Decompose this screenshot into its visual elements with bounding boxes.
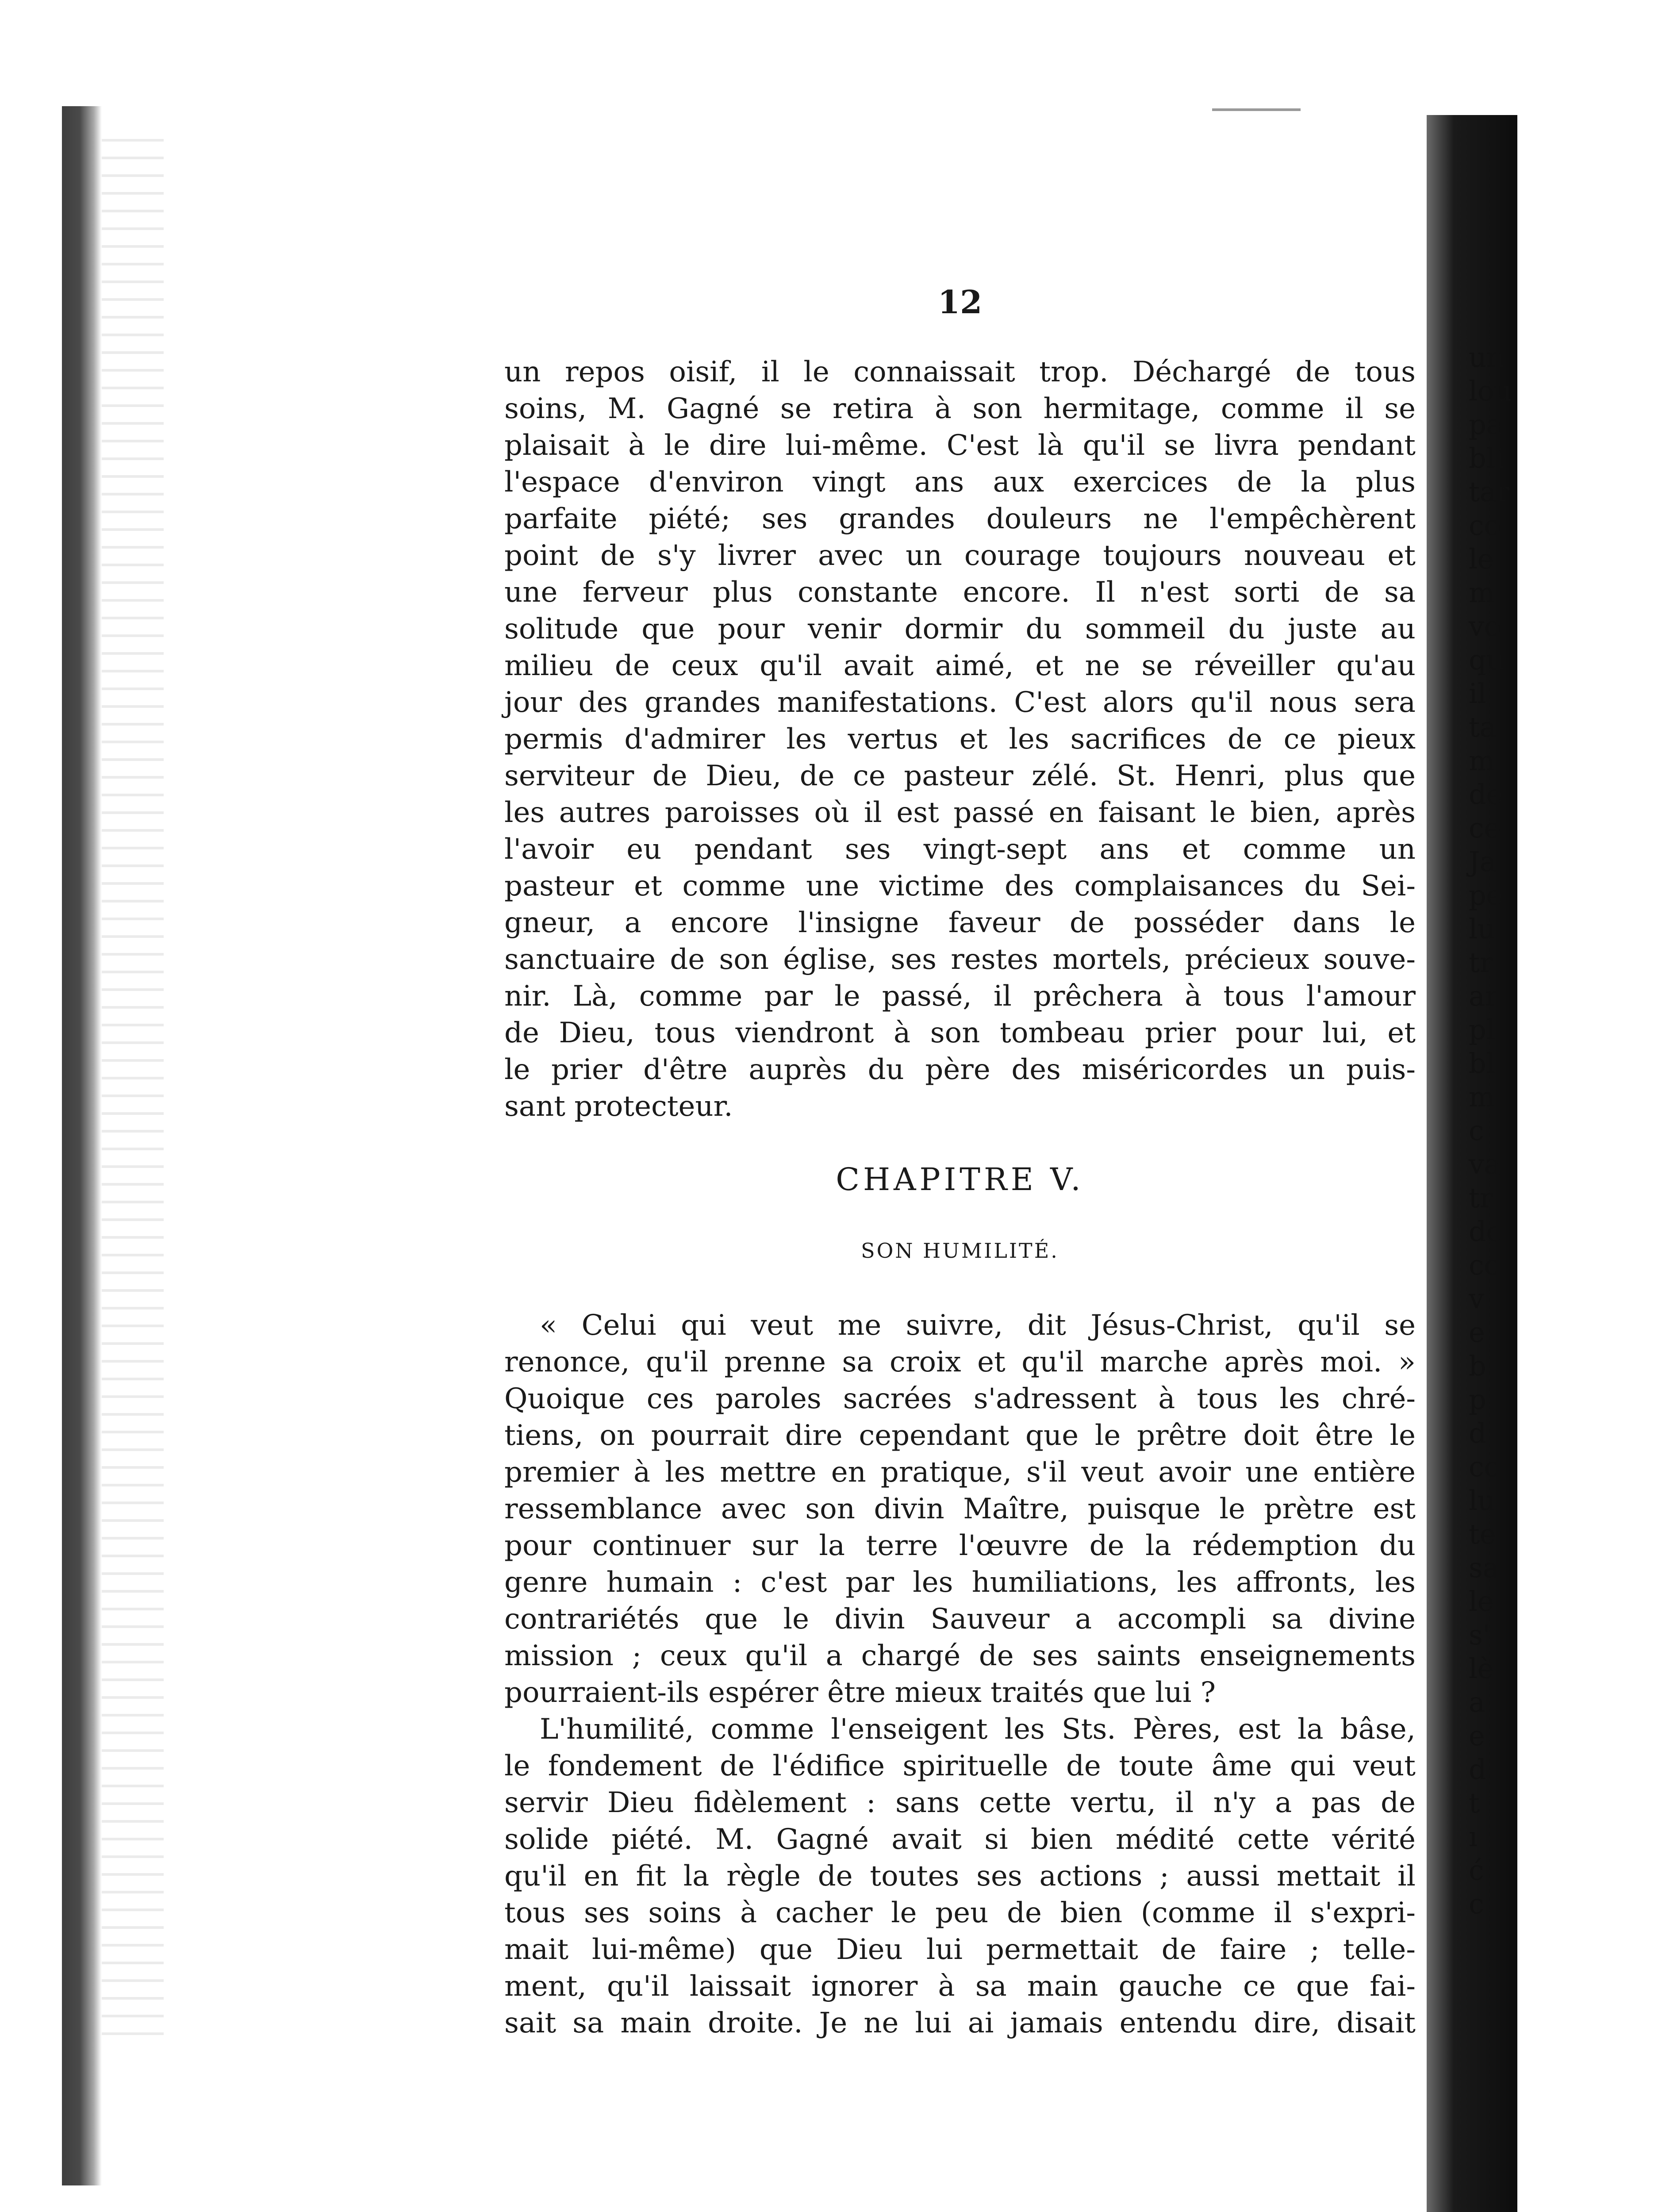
margin-fragment: Ja — [1469, 845, 1496, 878]
text-line: nir. Là, comme par le passé, il prêchera à tous l'amour — [504, 980, 1416, 1013]
margin-fragment: cc — [1469, 1249, 1500, 1281]
margin-fragment: c — [1469, 1114, 1484, 1147]
margin-fragment: ta — [1469, 711, 1496, 743]
text-line: sant protecteur. — [504, 1090, 733, 1123]
margin-fragment: lu — [1469, 913, 1495, 945]
text-line: l'espace d'environ vingt ans aux exercices de la plus — [504, 466, 1416, 499]
text-line: L'humilité, comme l'enseigent les Sts. Pères, est la bâse, — [540, 1713, 1416, 1746]
margin-fragment: pa — [1469, 408, 1503, 441]
margin-fragment: ı — [1469, 1820, 1478, 1853]
scan-top-mark — [1212, 108, 1301, 111]
text-line: sanctuaire de son église, ses restes mortels, précieux souve- — [504, 943, 1416, 976]
margin-fragment: e — [1469, 1720, 1485, 1752]
text-line: l'avoir eu pendant ses vingt-sept ans et comme un — [504, 833, 1416, 866]
margin-fragment: te — [1469, 1518, 1496, 1550]
margin-fragment: le — [1469, 1585, 1494, 1617]
margin-fragment: tr — [1469, 946, 1493, 979]
text-line: mait lui-même) que Dieu lui permettait de faire ; telle- — [504, 1933, 1416, 1966]
text-line: le fondement de l'édifice spirituelle de toute âme qui veut — [504, 1750, 1416, 1782]
text-line: de Dieu, tous viendront à son tombeau prier pour lui, et — [504, 1017, 1416, 1049]
text-line: « Celui qui veut me suivre, dit Jésus-Christ, qu'il se — [540, 1309, 1416, 1342]
margin-fragment: lou — [1469, 375, 1512, 407]
margin-fragment: bl — [1469, 1047, 1495, 1079]
facing-page-fragments — [1469, 341, 1522, 1921]
margin-fragment: le — [1469, 543, 1494, 575]
margin-fragment: m — [1469, 745, 1495, 777]
scan-left-edge-shadow — [62, 106, 102, 2185]
margin-fragment: va — [1469, 1148, 1501, 1180]
scan-left-speckle — [102, 133, 164, 2035]
margin-fragment: de — [1469, 778, 1503, 810]
text-line: plaisait à le dire lui-même. C'est là qu'il se livra pendant — [504, 429, 1416, 462]
margin-fragment: d — [1469, 1417, 1486, 1449]
margin-fragment: un — [1469, 341, 1504, 373]
text-line: mission ; ceux qu'il a chargé de ses saints enseignements — [504, 1640, 1416, 1672]
text-line: tous ses soins à cacher le peu de bien (comme il s'expri- — [504, 1897, 1416, 1929]
margin-fragment: ć — [1469, 1854, 1484, 1886]
text-line: tiens, on pourrait dire cependant que le prêtre doit être le — [504, 1419, 1416, 1452]
text-line: ressemblance avec son divin Maître, puisque le prètre est — [504, 1493, 1416, 1525]
margin-fragment: ar — [1469, 980, 1498, 1012]
margin-fragment: qu — [1469, 644, 1504, 676]
margin-fragment: bli — [1469, 442, 1504, 474]
margin-fragment: sa — [1469, 1551, 1499, 1584]
text-line: un repos oisif, il le connaissait trop. Déchargé de tous — [504, 356, 1416, 388]
margin-fragment: pe — [1469, 879, 1503, 911]
text-line: contrariétés que le divin Sauveur a accompli sa divine — [504, 1603, 1416, 1636]
margin-fragment: d — [1469, 1753, 1486, 1786]
margin-fragment: t — [1469, 1787, 1480, 1819]
text-line: serviteur de Dieu, de ce pasteur zélé. St. Henri, plus que — [504, 760, 1416, 792]
text-line: solitude que pour venir dormir du sommeil du juste au — [504, 613, 1416, 645]
text-line: renonce, qu'il prenne sa croix et qu'il marche après moi. » — [504, 1346, 1416, 1379]
margin-fragment: c — [1469, 1888, 1484, 1920]
margin-fragment: vo — [1469, 610, 1501, 642]
text-line: Quoique ces paroles sacrées s'adressent à tous les chré- — [504, 1382, 1416, 1415]
margin-fragment: dc — [1469, 1215, 1502, 1248]
text-line: pasteur et comme une victime des complaisances du Sei- — [504, 870, 1416, 902]
text-line: servir Dieu fidèlement : sans cette vertu, il n'y a pas de — [504, 1786, 1416, 1819]
margin-fragment: lè — [1469, 1652, 1494, 1685]
text-line: le prier d'être auprès du père des miséricordes un puis- — [504, 1053, 1416, 1086]
margin-fragment: m — [1469, 1081, 1495, 1113]
chapter-title: CHAPITRE V. — [836, 1161, 1084, 1198]
text-line: ment, qu'il laissait ignorer à sa main gauche ce que fai- — [504, 1970, 1416, 2003]
page-number: 12 — [938, 283, 983, 321]
margin-fragment: e — [1469, 1316, 1485, 1348]
text-line: sait sa main droite. Je ne lui ai jamais entendu dire, disait — [504, 2007, 1416, 2039]
margin-fragment: s' — [1469, 1619, 1490, 1651]
text-line: les autres paroisses où il est passé en faisant le bien, après — [504, 796, 1416, 829]
text-line: milieu de ceux qu'il avait aimé, et ne se réveiller qu'au — [504, 649, 1416, 682]
text-line: gneur, a encore l'insigne faveur de posséder dans le — [504, 906, 1416, 939]
margin-fragment: cc — [1469, 1451, 1500, 1483]
margin-fragment: p — [1469, 1383, 1486, 1416]
text-line: solide piété. M. Gagné avait si bien médité cette vérité — [504, 1823, 1416, 1856]
margin-fragment: il — [1469, 677, 1486, 710]
margin-fragment: v — [1469, 1283, 1485, 1315]
text-line: une ferveur plus constante encore. Il n'est sorti de sa — [504, 576, 1416, 609]
margin-fragment: co — [1469, 509, 1501, 541]
text-line: jour des grandes manifestations. C'est alors qu'il nous sera — [504, 686, 1416, 719]
text-line: permis d'admirer les vertus et les sacrifices de ce pieux — [504, 723, 1416, 756]
margin-fragment: ce — [1469, 812, 1501, 844]
text-line: parfaite piété; ses grandes douleurs ne l'empêchèrent — [504, 503, 1416, 535]
margin-fragment: tr — [1469, 1182, 1493, 1214]
margin-fragment: tar — [1469, 476, 1509, 508]
chapter-subtitle: SON HUMILITÉ. — [861, 1239, 1059, 1263]
margin-fragment: lu — [1469, 1484, 1495, 1517]
margin-fragment: m — [1469, 576, 1495, 609]
text-line: premier à les mettre en pratique, s'il veut avoir une entière — [504, 1456, 1416, 1489]
text-line: point de s'y livrer avec un courage toujours nouveau et — [504, 539, 1416, 572]
margin-fragment: a — [1469, 1686, 1485, 1718]
body-paragraph-2 — [504, 1307, 1416, 2042]
margin-fragment: pl — [1469, 1014, 1495, 1046]
text-line: soins, M. Gagné se retira à son hermitage, comme il se — [504, 392, 1416, 425]
text-line: genre humain : c'est par les humiliations, les affronts, les — [504, 1566, 1416, 1599]
margin-fragment: b — [1469, 1350, 1486, 1382]
text-line: qu'il en fit la règle de toutes ses actions ; aussi mettait il — [504, 1860, 1416, 1893]
body-paragraph-1 — [504, 354, 1416, 1125]
text-line: pourraient-ils espérer être mieux traités que lui ? — [504, 1676, 1216, 1709]
text-line: pour continuer sur la terre l'œuvre de la rédemption du — [504, 1529, 1416, 1562]
